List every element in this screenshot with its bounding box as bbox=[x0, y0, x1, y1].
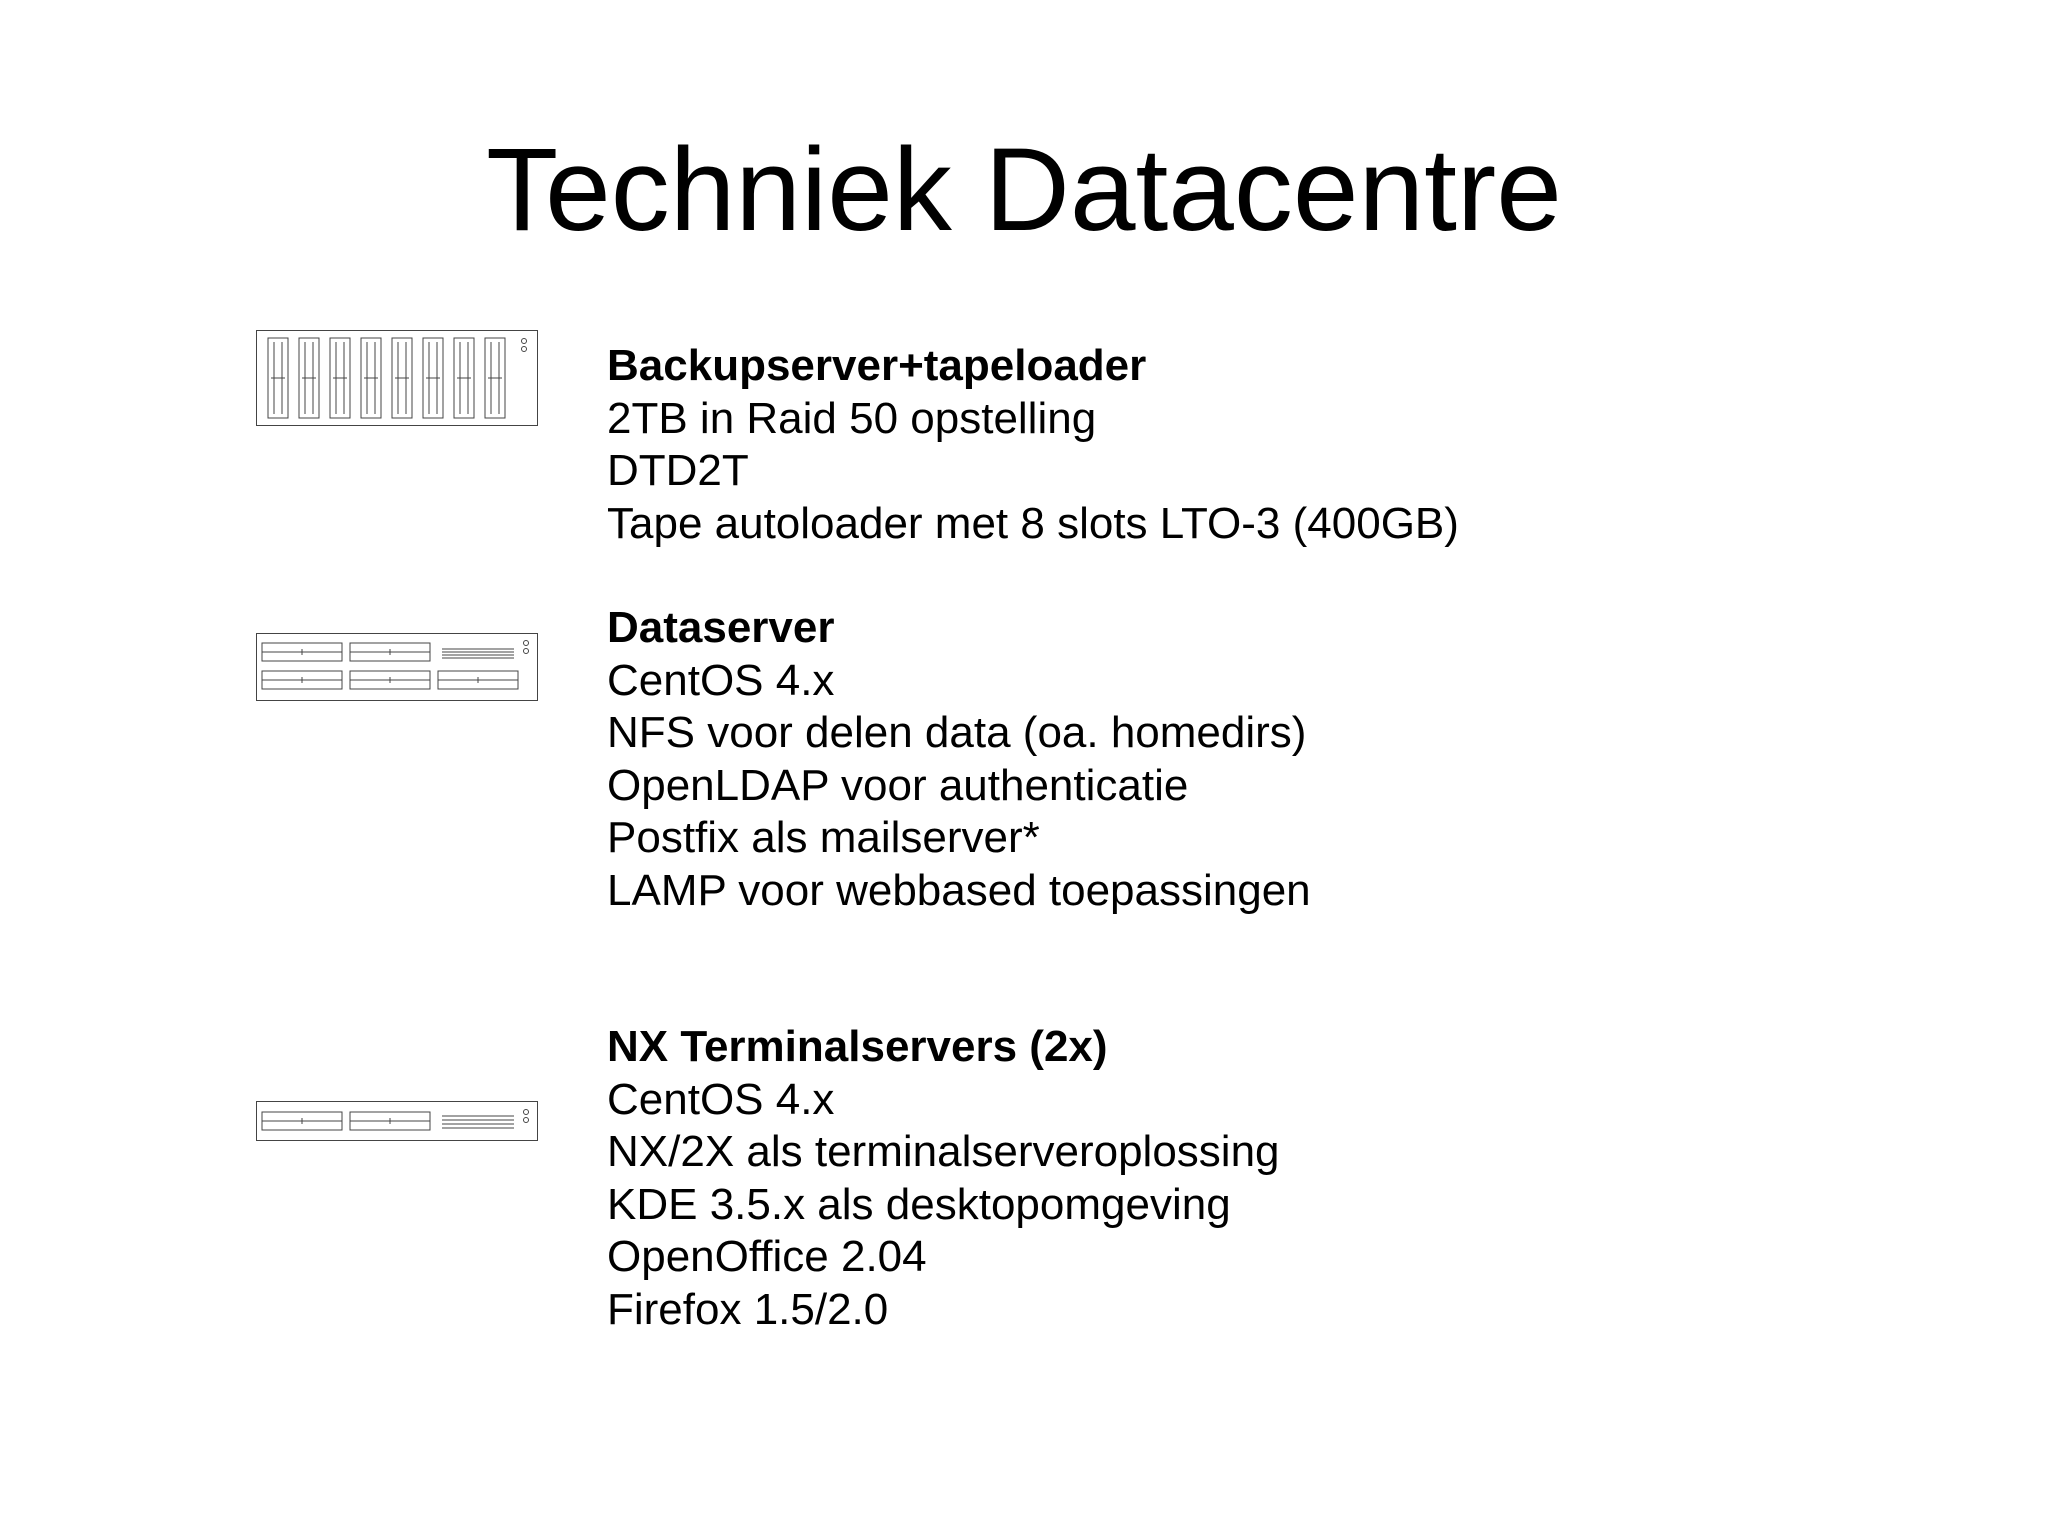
slide-title: Techniek Datacentre bbox=[486, 124, 1562, 256]
section-line: OpenLDAP voor authenticatie bbox=[607, 760, 1189, 810]
section-line: Postfix als mailserver* bbox=[607, 813, 1040, 862]
rack-server-1u-icon bbox=[256, 1101, 538, 1141]
section-line: KDE 3.5.x als desktopomgeving bbox=[607, 1179, 1231, 1229]
section-line: DTD2T bbox=[607, 446, 749, 495]
section-heading: Backupserver+tapeloader bbox=[607, 341, 1147, 390]
section-line: LAMP voor webbased toepassingen bbox=[607, 865, 1311, 915]
section-line: NX/2X als terminalserveroplossing bbox=[607, 1127, 1280, 1176]
section-line: CentOS 4.x bbox=[607, 655, 835, 705]
section-line: NFS voor delen data (oa. homedirs) bbox=[607, 708, 1307, 757]
section-heading: NX Terminalservers (2x) bbox=[607, 1022, 1108, 1071]
section-heading: Dataserver bbox=[607, 603, 835, 652]
nx-terminalservers-section bbox=[607, 1021, 1280, 1336]
section-line: 2TB in Raid 50 opstelling bbox=[607, 393, 1097, 443]
dataserver-section bbox=[607, 602, 1311, 917]
section-line: Firefox 1.5/2.0 bbox=[607, 1284, 889, 1334]
section-line: CentOS 4.x bbox=[607, 1074, 835, 1124]
section-line: Tape autoloader met 8 slots LTO-3 (400GB) bbox=[607, 498, 1459, 548]
rack-server-2u-icon bbox=[256, 633, 538, 701]
backupserver-section bbox=[607, 340, 1459, 550]
section-line: OpenOffice 2.04 bbox=[607, 1232, 927, 1281]
tape-library-server-icon bbox=[256, 330, 538, 426]
